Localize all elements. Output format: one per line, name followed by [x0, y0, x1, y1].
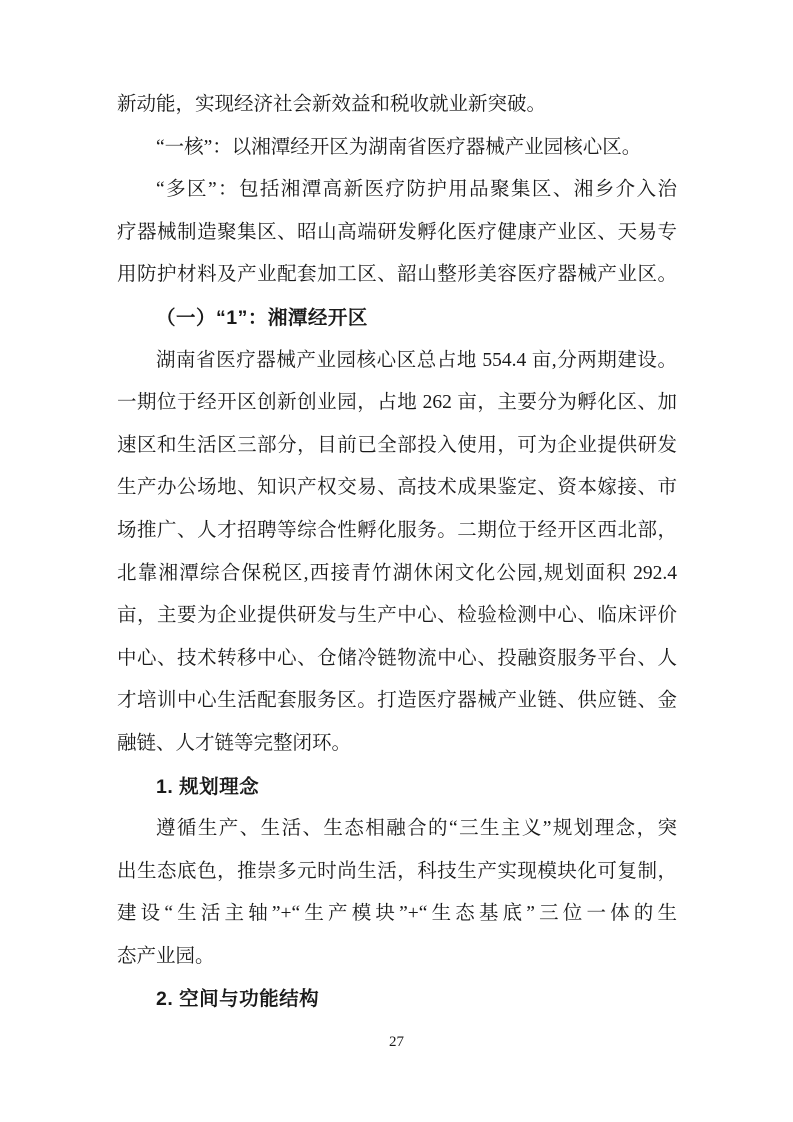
page-number: 27 — [389, 1034, 404, 1050]
text-line: 湖南省医疗器械产业园核心区总占地 554.4 亩,分两期建设。 — [156, 349, 677, 371]
text-line: 态产业园。 — [117, 945, 215, 967]
text-line: 一期位于经开区创新创业园，占地 262 亩，主要分为孵化区、加 — [117, 392, 677, 414]
text-line: 建设“生活主轴”+“生产模块”+“生态基底”三位一体的生 — [117, 903, 677, 925]
text-line: 出生态底色，推崇多元时尚生活，科技生产实现模块化可复制， — [117, 860, 677, 882]
text-line: 融链、人才链等完整闭环。 — [117, 732, 352, 754]
text-line: 场推广、人才招聘等综合性孵化服务。二期位于经开区西北部， — [117, 519, 677, 541]
document-body — [117, 84, 677, 1021]
section-heading: 1. 规划理念 — [156, 775, 260, 798]
text-line: 疗器械制造聚集区、昭山高端研发孵化医疗健康产业区、天易专 — [117, 221, 677, 243]
section-heading: （一）“1”：湘潭经开区 — [156, 306, 368, 329]
text-line: “一核”：以湘潭经开区为湖南省医疗器械产业园核心区。 — [156, 136, 642, 158]
text-line: 亩，主要为企业提供研发与生产中心、检验检测中心、临床评价 — [117, 605, 677, 627]
text-line: 中心、技术转移中心、仓储冷链物流中心、投融资服务平台、人 — [117, 647, 677, 669]
section-heading: 2. 空间与功能结构 — [156, 988, 320, 1011]
text-line: 新动能，实现经济社会新效益和税收就业新突破。 — [117, 94, 547, 115]
text-line: 北靠湘潭综合保税区,西接青竹湖休闲文化公园,规划面积 292.4 — [117, 562, 677, 584]
text-line: 生产办公场地、知识产权交易、高技术成果鉴定、资本嫁接、市 — [117, 477, 677, 499]
text-line: 用防护材料及产业配套加工区、韶山整形美容医疗器械产业区。 — [117, 264, 677, 286]
text-line: 才培训中心生活配套服务区。打造医疗器械产业链、供应链、金 — [117, 690, 677, 712]
text-line: 速区和生活区三部分，目前已全部投入使用，可为企业提供研发 — [117, 434, 677, 456]
text-line: “多区”：包括湘潭高新医疗防护用品聚集区、湘乡介入治 — [156, 179, 677, 201]
text-line: 遵循生产、生活、生态相融合的“三生主义”规划理念，突 — [156, 818, 677, 840]
